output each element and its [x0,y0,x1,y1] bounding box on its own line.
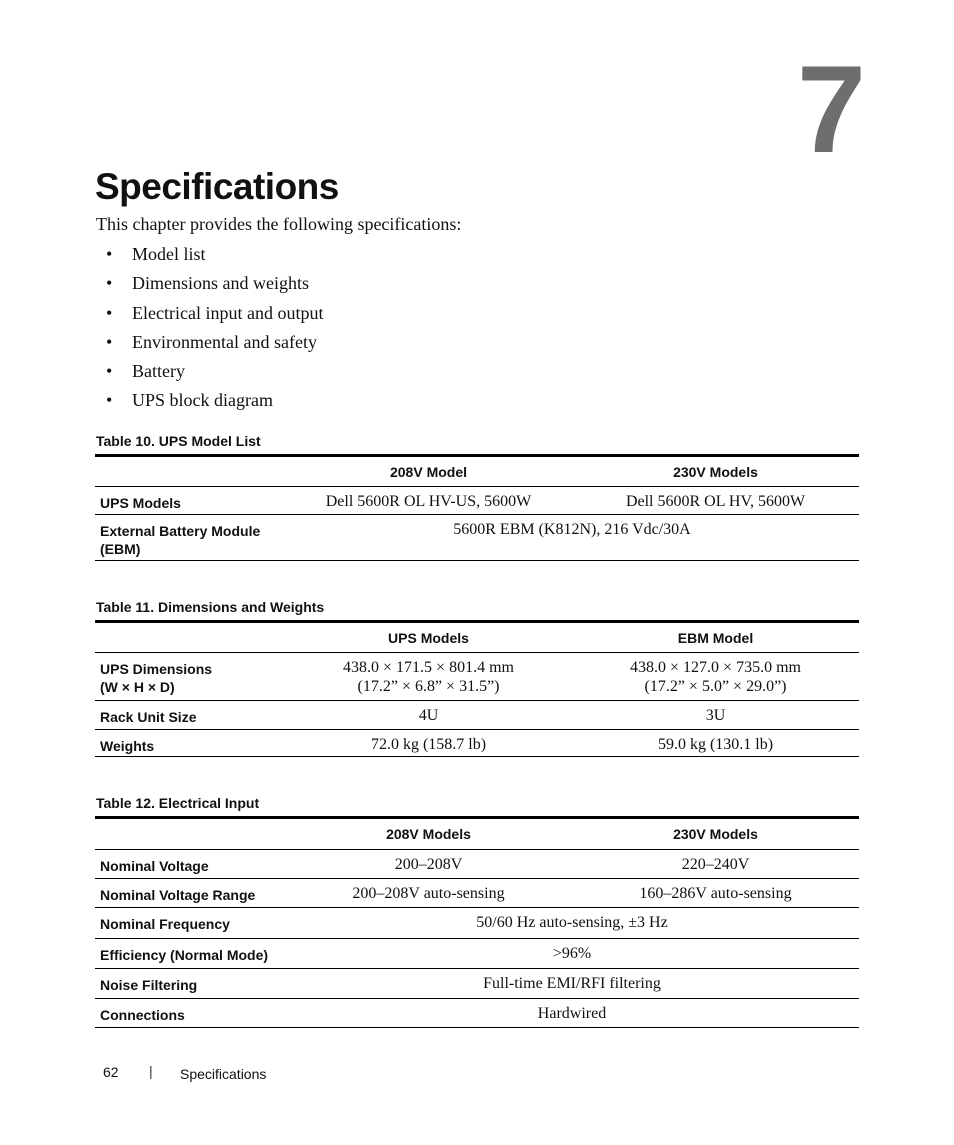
row-label-line: (W × H × D) [100,679,175,695]
row-label [95,515,285,561]
list-item: • UPS block diagram [96,387,323,416]
table10-model-list [95,454,859,561]
page-number: 62 [103,1064,119,1080]
table-header-cell [95,818,285,850]
table-cell: 4U [418,707,439,724]
row-label: UPS Models [100,495,181,511]
cell-line: 438.0 × 171.5 × 801.4 mm [343,659,514,676]
table-cell: Full-time EMI/RFI filtering [483,975,661,992]
table-header-cell: 230V Models [673,463,758,480]
table-cell: 72.0 kg (158.7 lb) [370,736,487,753]
table-header-cell [95,456,285,487]
list-item: • Electrical input and output [96,300,323,329]
table-header-cell: EBM Model [677,629,754,646]
cell-line: (17.2” × 5.0” × 29.0”) [644,678,787,695]
table-header-row [95,456,859,487]
cell-line: 438.0 × 127.0 × 735.0 mm [630,659,801,676]
row-label-line: (EBM) [100,541,141,557]
page-title: Specifications [95,166,339,207]
table11-caption: Table 11. Dimensions and Weights [96,599,325,615]
table-row [95,969,859,999]
table-row [95,850,859,879]
row-label: Efficiency (Normal Mode) [100,947,269,963]
table12-caption: Table 12. Electrical Input [96,795,260,811]
table-cell: 50/60 Hz auto-sensing, ±3 Hz [476,914,668,931]
table-cell: 59.0 kg (130.1 lb) [657,736,774,753]
spec-list [96,241,323,417]
row-label: Nominal Voltage [100,858,209,874]
cell-line: (17.2” × 6.8” × 31.5”) [357,678,500,695]
row-label-line: UPS Dimensions [100,661,213,677]
table-cell: 200–208V auto-sensing [352,885,505,902]
list-item: • Environmental and safety [96,329,323,358]
table-row [95,515,859,561]
chapter-number: 7 [797,41,866,179]
table-cell: 5600R EBM (K812N), 216 Vdc/30A [453,521,691,538]
row-label: Nominal Frequency [100,916,230,932]
table-cell: 160–286V auto-sensing [639,885,792,902]
table-header-cell: 230V Models [673,826,758,842]
table-row [95,879,859,908]
table12-electrical-input [95,816,859,1028]
table-header-row [95,622,859,653]
table-row [95,730,859,757]
list-item: • Dimensions and weights [96,270,323,299]
table-row [95,999,859,1028]
table-header-cell: UPS Models [388,629,469,646]
row-label: Rack Unit Size [100,709,197,725]
row-label: Weights [100,738,155,754]
table-row [95,701,859,730]
table-cell [572,653,859,701]
list-item: • Model list [96,241,323,270]
table-cell: 3U [705,707,726,724]
table-row [95,653,859,701]
row-label: Connections [100,1007,185,1023]
table-cell: >96% [552,945,592,962]
table-header-cell: 208V Model [389,463,468,480]
table-cell [285,653,572,701]
footer-separator: | [149,1063,153,1079]
row-label: Nominal Voltage Range [100,887,256,903]
table10-caption: Table 10. UPS Model List [96,433,261,449]
row-label: Noise Filtering [100,977,198,993]
row-label-line: External Battery Module [100,523,261,539]
table-row [95,908,859,939]
table-row [95,487,859,515]
footer-section-title: Specifications [180,1066,267,1082]
table-cell: Dell 5600R OL HV-US, 5600W [325,493,532,510]
table-cell: 200–208V [394,856,463,873]
table11-dimensions-weights [95,620,859,757]
list-item: • Battery [96,358,323,387]
row-label [95,653,285,701]
table-cell: 220–240V [681,856,750,873]
table-header-row [95,818,859,850]
table-cell: Hardwired [537,1005,607,1022]
table-header-cell [95,622,285,653]
table-row [95,939,859,969]
intro-text: This chapter provides the following specifications: [96,214,462,234]
table-header-cell: 208V Models [386,826,471,842]
table-cell: Dell 5600R OL HV, 5600W [625,493,806,510]
